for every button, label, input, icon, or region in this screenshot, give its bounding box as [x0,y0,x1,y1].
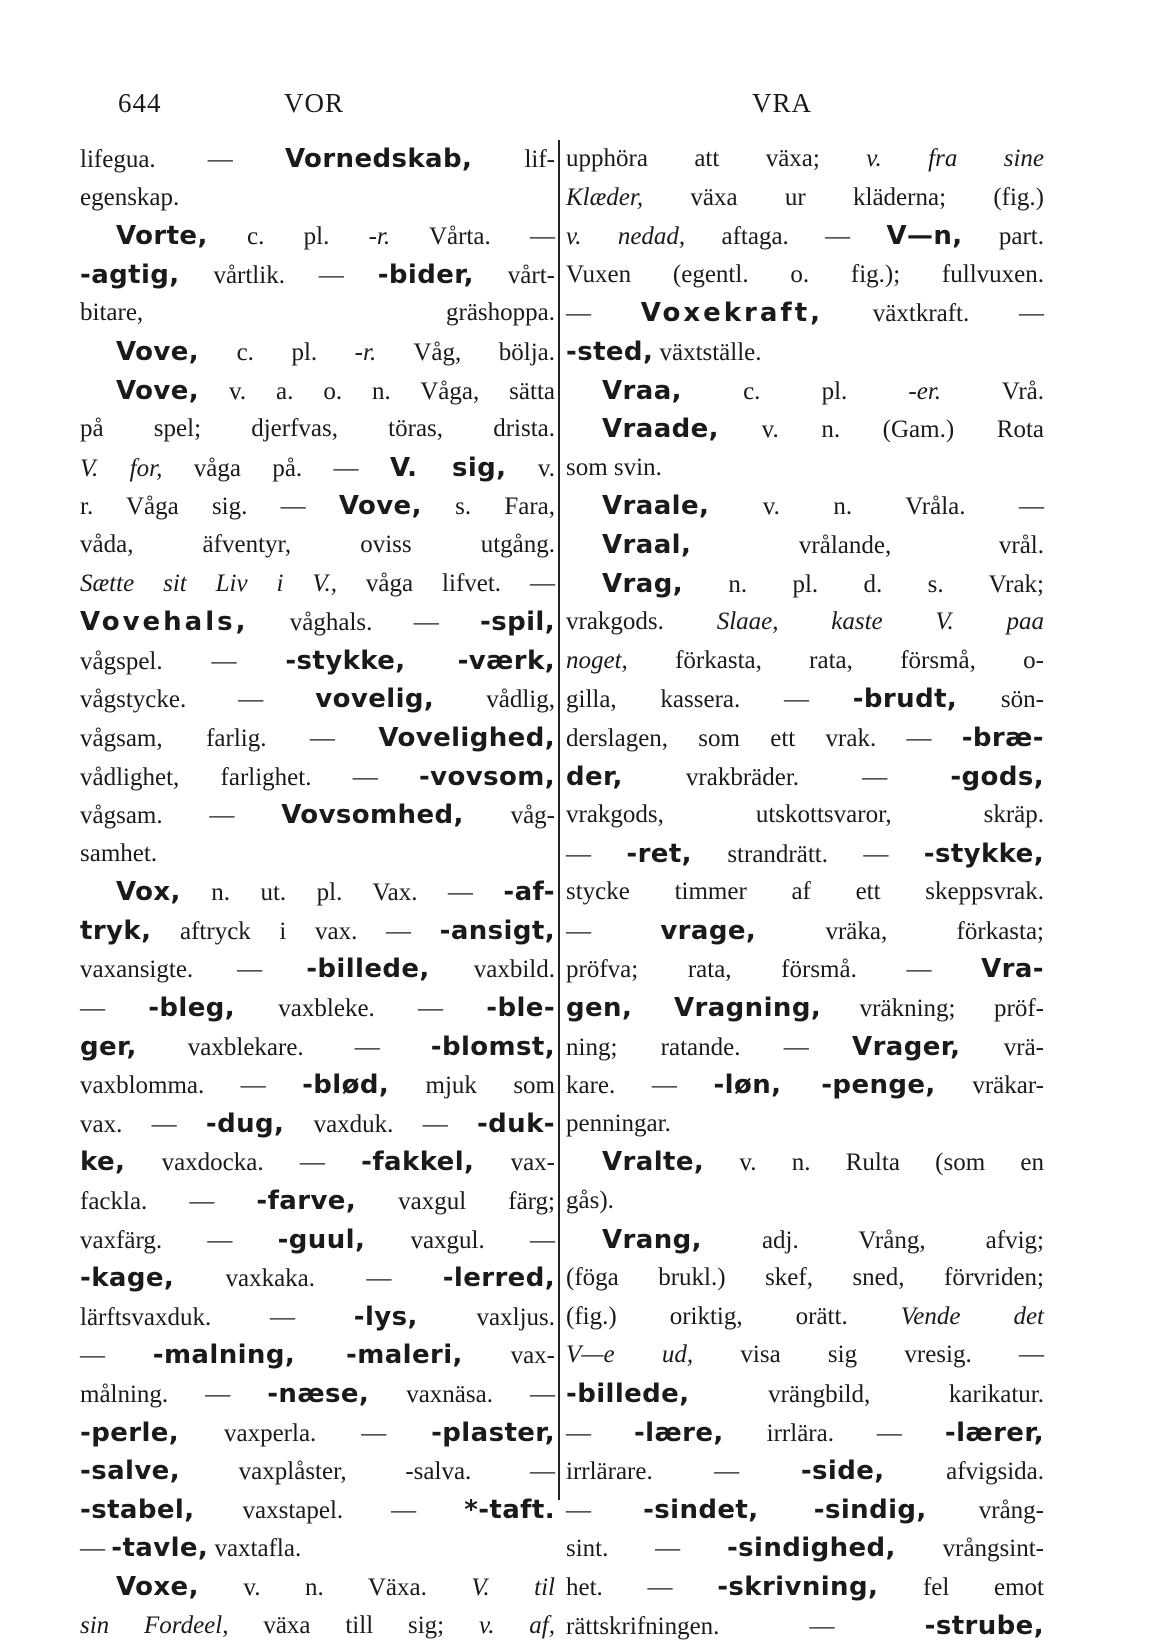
dictionary-line [566,1298,1044,1337]
dictionary-line [80,1607,555,1646]
dictionary-line [80,912,555,951]
dictionary-line [80,1336,555,1375]
definition-text: v. n. Växa. [198,1573,472,1601]
definition-text: (föga brukl.) skef, sned, förvriden; [566,1264,1044,1292]
dictionary-line [80,1298,555,1337]
definition-text: växa till sig; [228,1611,479,1639]
dictionary-line [566,1105,1044,1144]
headword: Vornedskab, [284,144,473,174]
phrase-example: v. fra sine [866,145,1044,172]
headword: vrage, [660,915,757,946]
dictionary-line [80,1066,555,1105]
headword: -farve, [256,1186,357,1217]
dictionary-line [80,1491,555,1530]
dictionary-line [566,1143,1044,1182]
headword: Vove, [116,375,200,406]
headword: -af- [503,877,555,908]
headword: Vovsomhed, [281,800,464,831]
definition-text: vaxblomma. — [80,1072,303,1100]
dictionary-line [566,1452,1044,1491]
definition-text: lifegua. — [80,146,285,173]
dictionary-line [566,487,1044,526]
headword: -billede, [306,954,430,985]
headword: ke, [80,1147,126,1178]
definition-text: afvigsida. [884,1458,1045,1486]
definition-text: växa ur kläderna; (fig.) [643,183,1044,211]
dictionary-line [566,719,1044,758]
dictionary-line [80,256,555,295]
dictionary-line [80,719,555,758]
definition-text: vrålande, vrål. [691,531,1044,559]
headword: -sted, [566,336,654,367]
headword: -malning, -maleri, [152,1340,463,1371]
headword: -sindet, -sindig, [643,1494,927,1525]
dictionary-line [566,1607,1044,1646]
dictionary-line [80,1452,555,1491]
definition-text: vaxdocka. — [125,1149,362,1177]
headword: ger, [80,1031,137,1062]
definition-text: egenskap. [80,183,180,211]
definition-text: rättskrifningen. — [566,1612,925,1640]
definition-text: gås). [566,1187,614,1215]
dictionary-line [566,294,1044,333]
definition-text: vågsam. — [80,802,282,830]
headword: -side, [800,1456,885,1487]
headword: -brudt, [852,684,958,715]
dictionary-line [566,410,1044,449]
dictionary-line [566,256,1044,295]
dictionary-line [566,449,1044,488]
dictionary-line [80,835,555,874]
headword: -skrivning, [717,1571,879,1602]
definition-text: (fig.) oriktig, orätt. [566,1302,901,1330]
definition-text: adj. Vrång, afvig; [701,1226,1044,1254]
phrase-example: Klæder, [566,183,644,211]
dictionary-line [80,1182,555,1221]
headword: Vove, [116,336,200,367]
dictionary-line [80,1221,555,1260]
headword: -spil, [480,607,555,638]
definition-text: irrlära. — [723,1419,945,1447]
definition-text: — [80,1342,153,1370]
dictionary-line [566,1182,1044,1221]
dictionary-line [80,372,555,411]
dictionary-line [566,873,1044,912]
headword: Vraade, [602,414,719,445]
phrase-example: sin Fordeel, [80,1611,229,1639]
headword: -løn, -penge, [713,1070,936,1101]
dictionary-line [566,912,1044,951]
dictionary-line [80,873,555,912]
definition-text: — [566,300,641,328]
definition-text: gilla, kassera. — [566,686,853,714]
definition-text: Vrå. [941,377,1044,405]
headword: Vove, [338,491,422,522]
definition-text: på spel; djerfvas, töras, drista. [80,415,555,443]
definition-text: vårt- [473,261,555,289]
definition-text: c. pl. - [199,338,364,366]
definition-text: vaxplåster, -salva. — [179,1458,555,1486]
headword: -blød, [302,1070,390,1101]
dictionary-line [80,294,555,333]
dictionary-line [80,140,555,179]
definition-text: vågspel. — [80,647,286,675]
phrase-example: v. af, [478,1611,555,1639]
headword: -sindighed, [726,1533,896,1564]
definition-text: fackla. — [80,1188,257,1216]
headword: Vox, [116,877,181,908]
definition-text: vrakgods. [566,608,717,636]
dictionary-line [80,950,555,989]
dictionary-line [566,642,1044,681]
definition-text: visa sig vresig. — [693,1341,1044,1369]
definition-text: c. pl. - [207,223,377,251]
headword: vovelig, [315,684,435,715]
definition-text: stycke timmer af ett skeppsvrak. [566,878,1044,906]
headword: Vrager, [852,1031,961,1062]
dictionary-line [80,1375,555,1414]
headword: -bræ- [961,722,1044,753]
dictionary-line [566,1066,1044,1105]
definition-text: fel emot [878,1573,1044,1601]
definition-text: vaxkaka. — [174,1265,443,1293]
definition-text: vax- [462,1342,556,1370]
headword: -stykke, -værk, [285,645,555,676]
dictionary-line [80,1259,555,1298]
headword: Vorte, [116,221,208,252]
headword: Vovelighed, [378,722,555,753]
definition-text: c. pl. - [681,377,917,405]
dictionary-line [566,1529,1044,1568]
phrase-example: V. til [471,1573,555,1601]
dictionary-line [80,1414,555,1453]
headword: Vraale, [602,491,710,522]
definition-text: Vårta. — [390,223,555,251]
definition-text: v. n. Vråla. — [709,493,1044,521]
dictionary-line [80,449,555,488]
dictionary-line [80,526,555,565]
dictionary-line [80,1028,555,1067]
headword: -duk- [476,1108,555,1139]
headword: -salve, [80,1456,180,1487]
dictionary-line [80,1105,555,1144]
definition-text: upphöra att växa; [566,145,867,172]
definition-text: — [80,1535,112,1563]
headword: -ble- [486,993,556,1024]
definition-text: vräkar- [935,1072,1044,1100]
headword: -lære, [633,1417,724,1448]
phrase-example: er. [916,377,942,405]
headword: -billede, [566,1379,690,1409]
running-header [0,88,1152,128]
dictionary-line [80,179,555,218]
dictionary-line [80,603,555,642]
definition-text: bitare, gräshoppa. [80,299,555,327]
dictionary-line [566,1028,1044,1067]
dictionary-line [566,333,1044,372]
definition-text: vrakgods, utskottsvaror, skräp. [566,801,1044,829]
definition-text: v. [506,454,555,482]
definition-text: vaxperla. — [179,1419,432,1447]
definition-text: vådlig, [434,686,555,714]
definition-text: våga på. — [162,454,390,482]
headword: -stabel, [80,1494,195,1525]
definition-text: vaxduk. — [284,1110,477,1138]
dictionary-line [566,1491,1044,1530]
definition-text: — [566,840,627,868]
definition-text: — [80,995,149,1023]
definition-text: vaxfärg. — [80,1226,278,1254]
definition-text: aftryck i vax. — [151,917,440,945]
definition-text: vaxstapel. — [194,1496,465,1524]
definition-text: våg- [463,802,555,830]
dictionary-line [80,487,555,526]
dictionary-line [566,217,1044,256]
definition-text: vaxgul färg; [356,1188,555,1216]
phrase-example: Vende det [900,1302,1044,1330]
definition-text: vräka, förkasta; [756,917,1045,945]
definition-text: het. — [566,1573,718,1601]
phrase-example: r. [363,338,377,366]
definition-text: mjuk som [389,1072,555,1100]
dictionary-line [566,1336,1044,1375]
dictionary-line [566,1259,1044,1298]
dictionary-line [80,796,555,835]
definition-text: vaxblekare. — [136,1033,431,1061]
definition-text: Våg, bölja. [376,338,555,366]
definition-text: vaxtafla. [208,1535,302,1563]
dictionary-line [566,950,1044,989]
definition-text: vräkning; pröf- [821,995,1044,1023]
definition-text: vax- [474,1149,555,1177]
dictionary-line [566,758,1044,797]
definition-text: strandrätt. — [691,840,924,868]
dictionary-line [566,1568,1044,1607]
dictionary-line [566,140,1044,179]
definition-text: vaxbleke. — [235,995,487,1023]
definition-text: växtställe. [653,338,762,366]
definition-text: vrä- [960,1033,1044,1061]
phrase-example: noget, [566,646,628,674]
definition-text: vågstycke. — [80,686,316,714]
definition-text: irrlärare. — [566,1458,801,1486]
definition-text: som svin. [566,453,662,481]
definition-text: vrängbild, karikatur. [689,1381,1044,1408]
definition-text: — [566,1496,644,1524]
definition-text: aftaga. — [685,223,887,251]
dictionary-line [80,565,555,604]
headword: V—n, [886,221,963,252]
dictionary-line [80,758,555,797]
headword: *-taft. [464,1494,555,1525]
dictionary-line [80,333,555,372]
definition-text: lärftsvaxduk. — [80,1303,354,1331]
definition-text: ning; ratande. — [566,1033,853,1061]
definition-text: vådlighet, farlighet. — [80,763,419,791]
headword: -ret, [626,838,692,869]
headword: V. sig, [389,452,507,483]
right-column [566,140,1044,1645]
dictionary-line [566,835,1044,874]
definition-text: lif- [472,146,555,173]
phrase-example: V—e ud, [566,1341,694,1369]
definition-text: vaxansigte. — [80,956,307,984]
dictionary-line [566,179,1044,218]
column-divider [558,140,560,1500]
dictionary-line [80,410,555,449]
definition-text: vaxbild. [429,956,555,984]
definition-text: förkasta, rata, försmå, o- [627,646,1044,674]
definition-text: r. Våga sig. — [80,493,339,521]
definition-text: v. n. Rulta (som en [704,1149,1044,1177]
dictionary-line [566,1221,1044,1260]
definition-text: part. [962,223,1045,251]
definition-text: målning. — [80,1381,268,1408]
dictionary-line [566,603,1044,642]
definition-text: våga lifvet. — [336,569,555,597]
dictionary-line [566,526,1044,565]
definition-text: — [566,917,661,945]
dictionary-line [80,1143,555,1182]
dictionary-line [566,372,1044,411]
definition-text: vågsam, farlig. — [80,724,379,752]
headword: Vrang, [602,1224,702,1255]
definition-text: pröfva; rata, försmå. — [566,956,982,984]
dictionary-line [80,217,555,256]
headword: -bider, [377,259,474,290]
definition-text: v. a. o. n. Våga, sätta [199,377,555,405]
headword: -tavle, [111,1533,209,1564]
dictionary-line [566,796,1044,835]
definition-text: vaxgul. — [365,1226,555,1254]
dictionary-line [566,680,1044,719]
headword: -stykke, [923,838,1044,869]
headword: -gods, [950,761,1044,792]
headword: -strube, [924,1610,1044,1641]
dictionary-line [566,989,1044,1028]
headword: Vralte, [602,1147,705,1178]
definition-text: — [566,1419,634,1447]
definition-text: växtkraft. — [823,300,1045,328]
headword: -lærer, [944,1417,1045,1448]
headword: Voxekraft, [640,298,824,329]
headword: Vra- [981,954,1044,985]
phrase-example: r. [376,223,391,251]
definition-text: derslagen, som ett vrak. — [566,724,962,752]
definition-text: sint. — [566,1535,727,1563]
headword: -dug, [205,1108,285,1139]
phrase-example: Slaae, kaste V. paa [716,608,1044,636]
definition-text: våghals. — [248,609,481,637]
phrase-example: Sætte sit Liv i V., [80,569,337,597]
headword: tryk, [80,915,152,946]
definition-text: n. ut. pl. Vax. — [180,879,504,907]
dictionary-line [566,1414,1044,1453]
definition-text: vaxnäsa. — [369,1381,555,1408]
headword: -agtig, [80,259,180,290]
headword: -næse, [267,1379,370,1409]
headword: -guul, [277,1224,366,1255]
dictionary-line [80,680,555,719]
dictionary-line [566,565,1044,604]
headword: -lerred, [442,1263,555,1294]
definition-text: vårtlik. — [179,261,378,289]
definition-text: vax. — [80,1110,206,1138]
definition-text: vrångsint- [895,1535,1044,1563]
phrase-example: V. for, [80,454,163,482]
dictionary-line [80,989,555,1028]
headword: -ansigt, [439,915,555,946]
headword: Vraal, [602,529,692,560]
headword: Vovehals, [80,607,249,638]
definition-text: s. Fara, [421,493,555,521]
headword: -vovsom, [418,761,555,792]
headword: Vrag, [602,568,683,599]
headword: -kage, [80,1263,175,1294]
headword: -plaster, [431,1417,555,1448]
phrase-example: v. nedad, [566,223,686,251]
definition-text: vrång- [926,1496,1045,1524]
headword: -perle, [80,1417,180,1448]
left-guide-word: VOR [284,88,345,118]
dictionary-line [566,1375,1044,1414]
definition-text: vaxljus. [417,1303,555,1331]
headword: -fakkel, [361,1147,475,1178]
definition-text: penningar. [566,1109,671,1137]
headword: Voxe, [116,1571,199,1602]
definition-text: våda, äfventyr, oviss utgång. [80,530,555,558]
definition-text: kare. — [566,1072,714,1100]
left-column [80,140,555,1645]
definition-text: v. n. (Gam.) Rota [718,416,1044,444]
page-number: 644 [118,88,162,118]
headword: -bleg, [148,993,236,1024]
right-guide-word: VRA [752,88,813,118]
dictionary-line [80,1568,555,1607]
definition-text: Vuxen (egentl. o. fig.); fullvuxen. [566,260,1044,288]
headword: -blomst, [430,1031,555,1062]
headword: der, [566,761,623,792]
headword: gen, Vragning, [566,993,822,1024]
definition-text: n. pl. d. s. Vrak; [682,570,1044,598]
headword: Vraa, [602,375,682,406]
definition-text: samhet. [80,839,158,867]
definition-text: vrakbräder. — [622,763,951,791]
dictionary-line [80,1529,555,1568]
definition-text: sön- [957,686,1044,714]
headword: -lys, [353,1301,418,1332]
dictionary-line [80,642,555,681]
